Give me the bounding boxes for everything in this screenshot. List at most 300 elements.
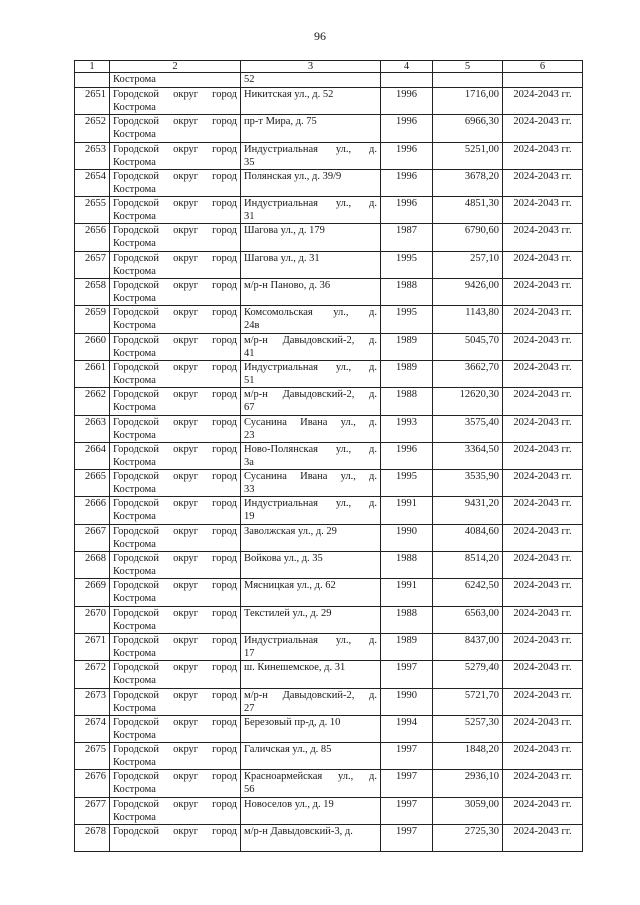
municipality-line: Городской округ город	[113, 334, 237, 346]
address-line: Индустриальная ул., д.	[244, 143, 377, 155]
cell-year: 1989	[381, 360, 433, 387]
municipality-line: Кострома	[113, 647, 156, 659]
cell-area	[433, 73, 503, 88]
municipality-line: Городской округ город	[113, 143, 237, 155]
table-row	[75, 606, 583, 633]
cell-period: 2024-2043 гг.	[503, 279, 583, 306]
cell-area: 5257,30	[433, 715, 503, 742]
cell-period: 2024-2043 гг.	[503, 388, 583, 415]
cell-municipality	[110, 579, 241, 606]
municipality-line: Кострома	[113, 374, 156, 386]
cell-address	[241, 88, 381, 115]
cell-municipality	[110, 333, 241, 360]
municipality-line: Кострома	[113, 484, 156, 496]
address-line: м/р-н Давыдовский-2, д.	[244, 389, 377, 401]
cell-address	[241, 224, 381, 251]
table-row	[75, 333, 583, 360]
continuation-row	[75, 73, 583, 88]
cell-municipality	[110, 770, 241, 797]
cell-municipality	[110, 497, 241, 524]
cell-number: 2657	[75, 251, 110, 278]
address-line: Шагова ул., д. 179	[244, 225, 325, 237]
address-line: м/р-н Давыдовский-2, д.	[244, 334, 377, 346]
cell-number: 2660	[75, 333, 110, 360]
cell-period: 2024-2043 гг.	[503, 115, 583, 142]
cell-number: 2655	[75, 197, 110, 224]
municipality-line: Городской округ город	[113, 116, 237, 128]
address-line: 56	[244, 784, 255, 796]
cell-address	[241, 169, 381, 196]
cell-period: 2024-2043 гг.	[503, 579, 583, 606]
municipality-line: Городской округ город	[113, 634, 237, 646]
municipality-line: Кострома	[113, 784, 156, 796]
cell-municipality	[110, 251, 241, 278]
municipality-line: Кострома	[113, 320, 156, 332]
cell-address	[241, 552, 381, 579]
header-cell: 4	[381, 61, 433, 73]
cell-year: 1996	[381, 169, 433, 196]
cell-period: 2024-2043 гг.	[503, 360, 583, 387]
cell-year: 1996	[381, 115, 433, 142]
municipality-line: Кострома	[113, 757, 156, 769]
cell-area: 3678,20	[433, 169, 503, 196]
address-line: м/р-н Паново, д. 36	[244, 280, 331, 292]
municipality-line: Кострома	[113, 402, 156, 414]
table-row	[75, 633, 583, 660]
municipality-line: Кострома	[113, 729, 156, 741]
address-line: Красноармейская ул., д.	[244, 771, 377, 783]
housing-registry-table	[74, 60, 583, 852]
cell-period: 2024-2043 гг.	[503, 497, 583, 524]
cell-municipality	[110, 169, 241, 196]
cell-area: 12620,30	[433, 388, 503, 415]
cell-area: 3535,90	[433, 470, 503, 497]
cell-year: 1997	[381, 797, 433, 824]
cell-municipality	[110, 88, 241, 115]
address-line: Шагова ул., д. 31	[244, 252, 320, 264]
cell-number: 2666	[75, 497, 110, 524]
cell-area: 5045,70	[433, 333, 503, 360]
municipality-line: Городской округ город	[113, 525, 237, 537]
cell-area: 9431,20	[433, 497, 503, 524]
address-line: Березовый пр-д, д. 10	[244, 716, 341, 728]
header-row	[75, 61, 583, 73]
cell-area: 5721,70	[433, 688, 503, 715]
address-line: ш. Кинешемское, д. 31	[244, 662, 346, 674]
municipality-line: Городской округ город	[113, 89, 237, 100]
cell-municipality	[110, 688, 241, 715]
cell-number: 2652	[75, 115, 110, 142]
cell-number: 2662	[75, 388, 110, 415]
header-cell: 6	[503, 61, 583, 73]
cell-period: 2024-2043 гг.	[503, 743, 583, 770]
municipality-line: Городской округ город	[113, 826, 237, 838]
address-line: Ново-Полянская ул., д.	[244, 443, 377, 455]
address-line: Индустриальная ул., д.	[244, 361, 377, 373]
cell-municipality	[110, 825, 241, 852]
cell-address	[241, 470, 381, 497]
table-row	[75, 661, 583, 688]
cell-number: 2668	[75, 552, 110, 579]
municipality-line: Кострома	[113, 511, 156, 523]
cell-period: 2024-2043 гг.	[503, 415, 583, 442]
municipality-line: Кострома	[113, 456, 156, 468]
cell-number: 2665	[75, 470, 110, 497]
municipality-line: Городской округ город	[113, 307, 237, 319]
cell-year: 1995	[381, 251, 433, 278]
cell-period: 2024-2043 гг.	[503, 224, 583, 251]
cell-area: 6563,00	[433, 606, 503, 633]
municipality-line: Городской округ город	[113, 607, 237, 619]
cell-area: 5279,40	[433, 661, 503, 688]
municipality-line: Городской округ город	[113, 662, 237, 674]
cell-number: 2653	[75, 142, 110, 169]
cell-year	[381, 73, 433, 88]
table-row	[75, 688, 583, 715]
cell-period: 2024-2043 гг.	[503, 88, 583, 115]
cell-address	[241, 497, 381, 524]
cell-period: 2024-2043 гг.	[503, 825, 583, 852]
cell-area: 4851,30	[433, 197, 503, 224]
cell-period: 2024-2043 гг.	[503, 797, 583, 824]
cell-area: 1716,00	[433, 88, 503, 115]
municipality-line: Городской округ город	[113, 471, 237, 483]
table-row	[75, 197, 583, 224]
address-line: Сусанина Ивана ул., д.	[244, 471, 377, 483]
cell-area: 2725,30	[433, 825, 503, 852]
cell-area: 1143,80	[433, 306, 503, 333]
cell-address	[241, 633, 381, 660]
address-line: Новоселов ул., д. 19	[244, 798, 334, 810]
cell-year: 1988	[381, 388, 433, 415]
address-line: 35	[244, 156, 255, 168]
municipality-line: Городской округ город	[113, 225, 237, 237]
municipality-line: Городской округ город	[113, 716, 237, 728]
cell-municipality	[110, 115, 241, 142]
cell-area: 3575,40	[433, 415, 503, 442]
cell-period: 2024-2043 гг.	[503, 197, 583, 224]
cell-number: 2656	[75, 224, 110, 251]
cell-number: 2670	[75, 606, 110, 633]
cell-year: 1989	[381, 633, 433, 660]
cell-municipality	[110, 388, 241, 415]
cell-area: 1848,20	[433, 743, 503, 770]
cell-municipality	[110, 661, 241, 688]
address-line: Комсомольская ул., д.	[244, 307, 377, 319]
cell-area: 4084,60	[433, 524, 503, 551]
cell-period: 2024-2043 гг.	[503, 633, 583, 660]
cell-address	[241, 743, 381, 770]
address-line: 41	[244, 347, 255, 359]
cell-year: 1997	[381, 743, 433, 770]
header-cell: 5	[433, 61, 503, 73]
cell-period: 2024-2043 гг.	[503, 142, 583, 169]
cell-year: 1989	[381, 333, 433, 360]
table-row	[75, 442, 583, 469]
municipality-line: Городской округ город	[113, 280, 237, 292]
cell-period: 2024-2043 гг.	[503, 169, 583, 196]
address-line: 67	[244, 402, 255, 414]
municipality-line: Кострома	[113, 265, 156, 277]
municipality-line: Городской округ город	[113, 416, 237, 428]
cell-address	[241, 142, 381, 169]
cell-year: 1991	[381, 579, 433, 606]
cell-year: 1990	[381, 688, 433, 715]
cell-municipality	[110, 552, 241, 579]
cell-area: 9426,00	[433, 279, 503, 306]
municipality-line: Кострома	[113, 347, 156, 359]
cell-number: 2654	[75, 169, 110, 196]
cell-year: 1997	[381, 661, 433, 688]
cell-period: 2024-2043 гг.	[503, 306, 583, 333]
municipality-line: Городской округ город	[113, 443, 237, 455]
table-row	[75, 306, 583, 333]
cell-area: 3364,50	[433, 442, 503, 469]
cell-address	[241, 333, 381, 360]
cell-address	[241, 797, 381, 824]
table-row	[75, 224, 583, 251]
cell-year: 1994	[381, 715, 433, 742]
cell-area: 6242,50	[433, 579, 503, 606]
cell-address	[241, 661, 381, 688]
cell-period: 2024-2043 гг.	[503, 524, 583, 551]
cell-municipality	[110, 715, 241, 742]
municipality-line: Кострома	[113, 183, 156, 195]
address-line: 27	[244, 702, 255, 714]
municipality-line: Кострома	[113, 156, 156, 168]
cell-period: 2024-2043 гг.	[503, 606, 583, 633]
address-line: 3а	[244, 456, 254, 468]
cell-number: 2674	[75, 715, 110, 742]
cell-municipality	[110, 306, 241, 333]
address-line: м/р-н Давыдовский-3, д.	[244, 826, 353, 838]
cell-municipality	[110, 279, 241, 306]
header-cell: 1	[75, 61, 110, 73]
cell-number: 2672	[75, 661, 110, 688]
cell-area: 6790,60	[433, 224, 503, 251]
table-row	[75, 142, 583, 169]
cell-year: 1993	[381, 415, 433, 442]
cell-municipality	[110, 524, 241, 551]
cell-municipality	[110, 743, 241, 770]
cell-number: 2664	[75, 442, 110, 469]
municipality-line: Кострома	[113, 538, 156, 550]
cell-address	[241, 115, 381, 142]
municipality-line: Городской округ город	[113, 361, 237, 373]
cell-year: 1996	[381, 197, 433, 224]
cell-period: 2024-2043 гг.	[503, 442, 583, 469]
cell-year: 1995	[381, 470, 433, 497]
table-row	[75, 88, 583, 115]
cell-municipality	[110, 142, 241, 169]
municipality-line: Городской округ город	[113, 744, 237, 756]
address-line: Сусанина Ивана ул., д.	[244, 416, 377, 428]
cell-municipality	[110, 797, 241, 824]
table-row	[75, 797, 583, 824]
municipality-line: Городской округ город	[113, 170, 237, 182]
cell-municipality	[110, 442, 241, 469]
cell-number: 2667	[75, 524, 110, 551]
address-line: Индустриальная ул., д.	[244, 198, 377, 210]
cell-area: 5251,00	[433, 142, 503, 169]
cell-address	[241, 251, 381, 278]
cell-address	[241, 770, 381, 797]
cell-address	[241, 360, 381, 387]
cell-number: 2678	[75, 825, 110, 852]
cell-municipality	[110, 197, 241, 224]
cell-address: 52	[241, 73, 381, 88]
municipality-line: Городской округ город	[113, 771, 237, 783]
cell-number: 2675	[75, 743, 110, 770]
address-line: Заволжская ул., д. 29	[244, 525, 337, 537]
address-line: 33	[244, 484, 255, 496]
cell-number: 2671	[75, 633, 110, 660]
cell-area: 257,10	[433, 251, 503, 278]
municipality-line: Кострома	[113, 675, 156, 687]
municipality-line: Кострома	[113, 429, 156, 441]
municipality-line: Кострома	[113, 702, 156, 714]
municipality-line: Кострома	[113, 211, 156, 223]
municipality-line: Городской округ город	[113, 498, 237, 510]
cell-municipality	[110, 415, 241, 442]
municipality-line: Кострома	[113, 102, 156, 113]
cell-municipality	[110, 633, 241, 660]
cell-period: 2024-2043 гг.	[503, 715, 583, 742]
cell-address	[241, 688, 381, 715]
cell-year: 1997	[381, 825, 433, 852]
municipality-line: Городской округ город	[113, 553, 237, 565]
page-number: 96	[314, 29, 326, 43]
cell-address	[241, 524, 381, 551]
address-line: Галичская ул., д. 85	[244, 744, 332, 756]
municipality-line: Городской округ город	[113, 798, 237, 810]
cell-year: 1988	[381, 279, 433, 306]
cell-address	[241, 415, 381, 442]
cell-address	[241, 715, 381, 742]
table-row	[75, 360, 583, 387]
address-line: 24в	[244, 320, 260, 332]
cell-area: 3059,00	[433, 797, 503, 824]
header-cell: 2	[110, 61, 241, 73]
table-row	[75, 388, 583, 415]
header-cell: 3	[241, 61, 381, 73]
cell-year: 1991	[381, 497, 433, 524]
cell-municipality	[110, 470, 241, 497]
cell-area: 8437,00	[433, 633, 503, 660]
municipality-line: Кострома	[113, 620, 156, 632]
cell-number: 2651	[75, 88, 110, 115]
table-row	[75, 825, 583, 852]
address-line: Индустриальная ул., д.	[244, 498, 377, 510]
address-line: 17	[244, 647, 255, 659]
cell-period: 2024-2043 гг.	[503, 251, 583, 278]
cell-address	[241, 279, 381, 306]
cell-period: 2024-2043 гг.	[503, 770, 583, 797]
address-line: 51	[244, 374, 255, 386]
cell-municipality	[110, 606, 241, 633]
address-line: пр-т Мира, д. 75	[244, 116, 317, 128]
cell-year: 1995	[381, 306, 433, 333]
cell-address	[241, 579, 381, 606]
cell-area: 6966,30	[433, 115, 503, 142]
cell-municipality: Кострома	[110, 73, 241, 88]
table-row	[75, 470, 583, 497]
cell-year: 1996	[381, 142, 433, 169]
cell-address	[241, 306, 381, 333]
address-line: м/р-н Давыдовский-2, д.	[244, 689, 377, 701]
municipality-line: Городской округ город	[113, 580, 237, 592]
cell-area: 2936,10	[433, 770, 503, 797]
address-line: 19	[244, 511, 255, 523]
cell-period	[503, 73, 583, 88]
municipality-line: Кострома	[113, 593, 156, 605]
cell-year: 1990	[381, 524, 433, 551]
cell-number: 2659	[75, 306, 110, 333]
address-line: Полянская ул., д. 39/9	[244, 170, 342, 182]
address-line: 31	[244, 211, 255, 223]
cell-municipality	[110, 224, 241, 251]
cell-period: 2024-2043 гг.	[503, 661, 583, 688]
cell-address	[241, 388, 381, 415]
table-row	[75, 552, 583, 579]
municipality-line: Кострома	[113, 811, 156, 823]
municipality-line: Кострома	[113, 238, 156, 250]
table-row	[75, 415, 583, 442]
cell-address	[241, 442, 381, 469]
municipality-line: Кострома	[113, 293, 156, 305]
municipality-line: Кострома	[113, 566, 156, 578]
table-row	[75, 251, 583, 278]
cell-period: 2024-2043 гг.	[503, 333, 583, 360]
table-row	[75, 770, 583, 797]
cell-number: 2669	[75, 579, 110, 606]
cell-area: 8514,20	[433, 552, 503, 579]
cell-period: 2024-2043 гг.	[503, 552, 583, 579]
table-row	[75, 524, 583, 551]
table-row	[75, 743, 583, 770]
cell-number: 2677	[75, 797, 110, 824]
cell-year: 1987	[381, 224, 433, 251]
cell-area: 3662,70	[433, 360, 503, 387]
address-line: Индустриальная ул., д.	[244, 634, 377, 646]
cell-address	[241, 606, 381, 633]
table-row	[75, 169, 583, 196]
municipality-line: Кострома	[113, 129, 156, 141]
cell-number	[75, 73, 110, 88]
cell-municipality	[110, 360, 241, 387]
cell-number: 2676	[75, 770, 110, 797]
cell-number: 2661	[75, 360, 110, 387]
cell-year: 1996	[381, 88, 433, 115]
address-line: Текстилей ул., д. 29	[244, 607, 332, 619]
municipality-line: Городской округ город	[113, 198, 237, 210]
municipality-line: Городской округ город	[113, 252, 237, 264]
address-line: 23	[244, 429, 255, 441]
address-line: Мясницкая ул., д. 62	[244, 580, 336, 592]
address-line: Войкова ул., д. 35	[244, 553, 323, 565]
cell-number: 2658	[75, 279, 110, 306]
address-line: Никитская ул., д. 52	[244, 89, 334, 100]
municipality-line: Городской округ город	[113, 389, 237, 401]
cell-year: 1988	[381, 606, 433, 633]
cell-number: 2673	[75, 688, 110, 715]
cell-period: 2024-2043 гг.	[503, 470, 583, 497]
cell-year: 1996	[381, 442, 433, 469]
table-row	[75, 115, 583, 142]
table-row	[75, 579, 583, 606]
cell-address	[241, 825, 381, 852]
cell-address	[241, 197, 381, 224]
